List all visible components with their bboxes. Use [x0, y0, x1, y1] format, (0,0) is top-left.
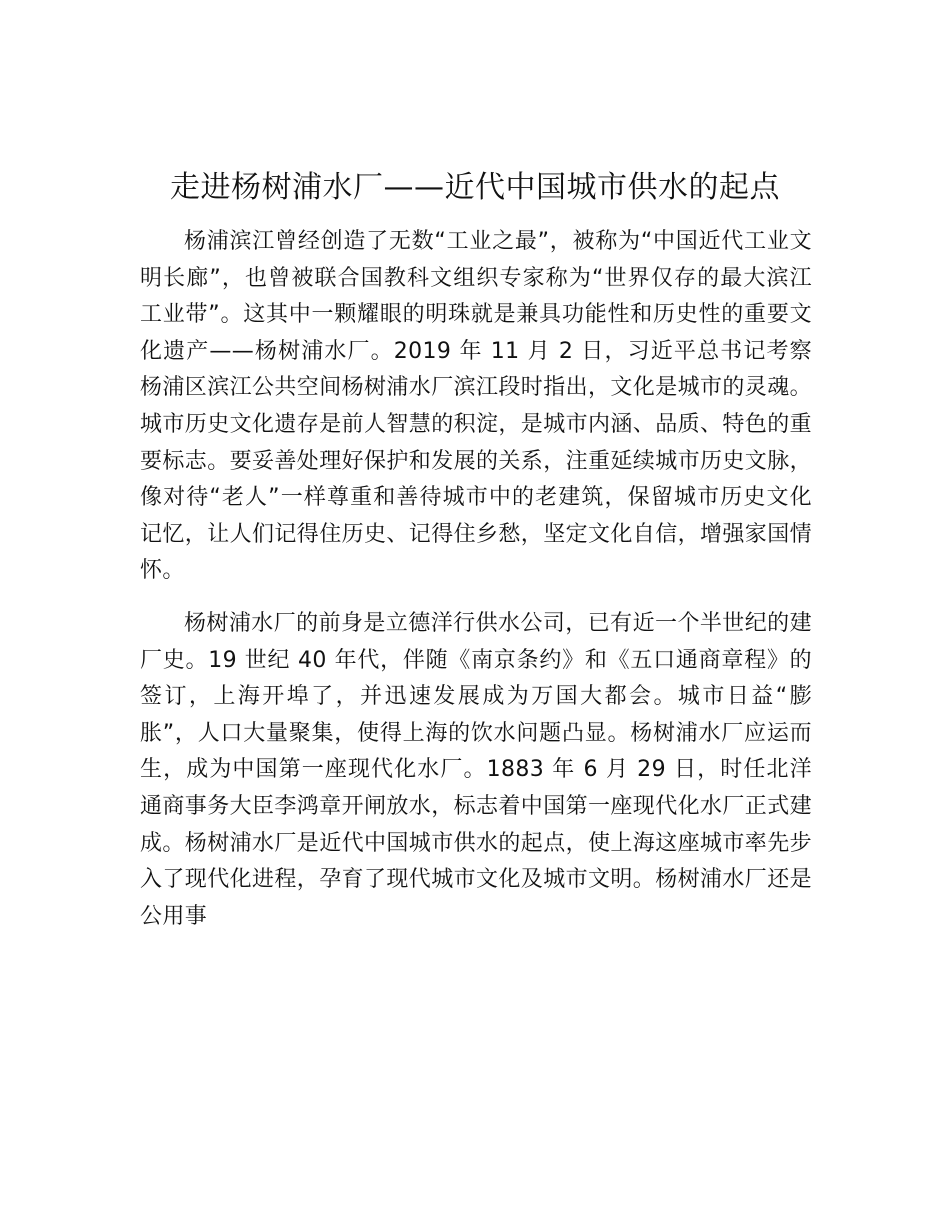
- document-title: 走进杨树浦水厂——近代中国城市供水的起点: [170, 170, 780, 205]
- document-body: [140, 224, 812, 951]
- paragraph-2: 杨树浦水厂的前身是立德洋行供水公司，已有近一个半世纪的建厂史。19 世纪 40 年代，伴随《南京条约》和《五口通商章程》的签订，上海开埠了，并迅速发展成为万国大都会。城市日益“膨胀”，人口大量聚集，使得上海的饮水问题凸显。杨树浦水厂应运而生，成为中国第一座现代化水厂。1883 年 6 月 29 日，时任北洋通商事务大臣李鸿章开闸放水，标志着中国第一座现代化水厂正式建成。杨树浦水厂是近代中国城市供水的起点，使上海这座城市率先步入了现代化进程，孕育了现代城市文化及城市文明。杨树浦水厂还是公用事: [140, 610, 813, 929]
- paragraph-1: 杨浦滨江曾经创造了无数“工业之最”，被称为“中国近代工业文明长廊”，也曾被联合国教科文组织专家称为“世界仅存的最大滨江工业带”。这其中一颗耀眼的明珠就是兼具功能性和历史性的重要文化遗产——杨树浦水厂。2019 年 11 月 2 日，习近平总书记考察杨浦区滨江公共空间杨树浦水厂滨江段时指出，文化是城市的灵魂。城市历史文化遗存是前人智慧的积淀，是城市内涵、品质、特色的重要标志。要妥善处理好保护和发展的关系，注重延续城市历史文脉，像对待“老人”一样尊重和善待城市中的老建筑，保留城市历史文化记忆，让人们记得住历史、记得住乡愁，坚定文化自信，增强家国情怀。: [140, 229, 813, 584]
